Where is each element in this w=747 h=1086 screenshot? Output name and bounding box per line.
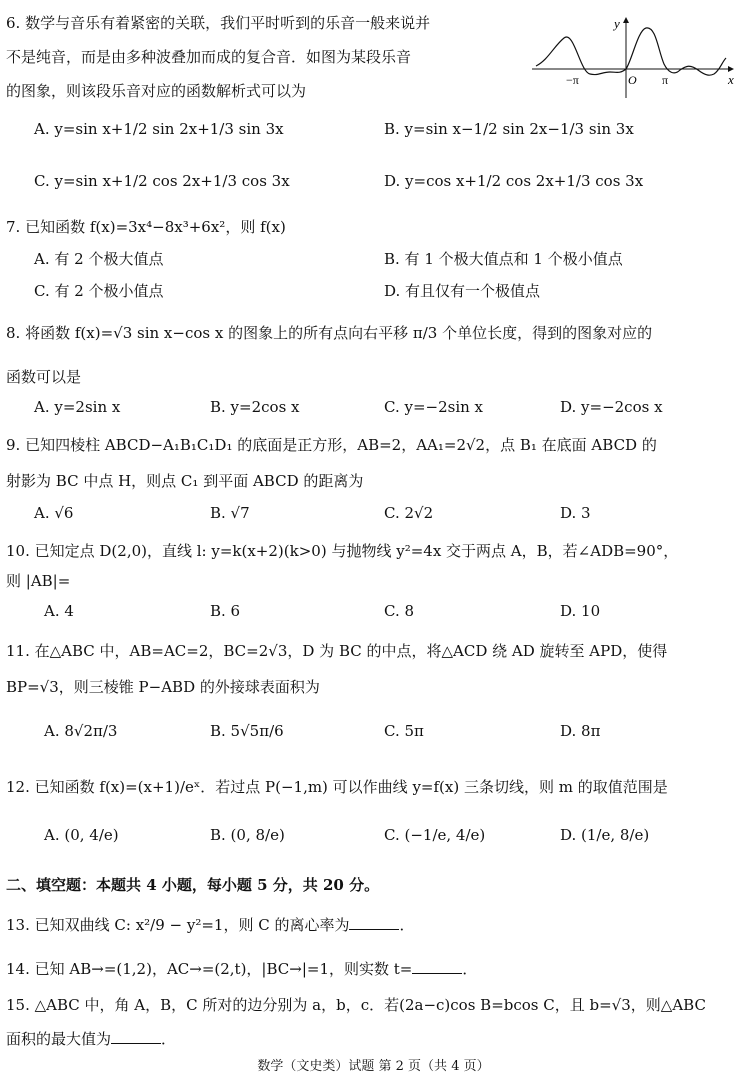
q14-text: 14. 已知 AB→=(1,2)，AC→=(2,t)，|BC→|=1，则实数 t=	[6, 960, 413, 978]
q6-option-d: D. y=cos x+1/2 cos 2x+1/3 cos 3x	[384, 172, 644, 190]
q12-stem: 12. 已知函数 f(x)=(x+1)/eˣ．若过点 P(−1,m) 可以作曲线 y=f(x) 三条切线，则 m 的取值范围是	[6, 778, 668, 796]
graph-x-label: x	[728, 72, 734, 87]
q6-option-b: B. y=sin x−1/2 sin 2x−1/3 sin 3x	[384, 120, 634, 138]
q8-option-d: D. y=−2cos x	[560, 398, 663, 416]
graph-y-label: y	[614, 16, 620, 31]
q15-line2	[6, 1028, 736, 1049]
q10-stem-line2: 则 |AB|=	[6, 572, 71, 590]
q12-option-a: A. (0, 4/e)	[44, 826, 119, 844]
q8-stem-line1: 8. 将函数 f(x)=√3 sin x−cos x 的图象上的所有点向右平移 π/3 个单位长度，得到的图象对应的	[6, 324, 653, 342]
q15-text: 面积的最大值为	[6, 1030, 112, 1048]
q9-option-b: B. √7	[210, 504, 250, 522]
q10-stem-line1: 10. 已知定点 D(2,0)，直线 l: y=k(x+2)(k>0) 与抛物线 y²=4x 交于两点 A，B，若∠ADB=90°，	[6, 542, 679, 560]
q13-end: ．	[399, 916, 415, 934]
graph-origin-label: O	[628, 73, 637, 87]
q7-option-a: A. 有 2 个极大值点	[34, 250, 164, 268]
q9-option-c: C. 2√2	[384, 504, 434, 522]
q7-option-c: C. 有 2 个极小值点	[34, 282, 164, 300]
page-footer: 数学（文史类）试题 第 2 页（共 4 页）	[257, 1059, 490, 1074]
q7-stem: 7. 已知函数 f(x)=3x⁴−8x³+6x²，则 f(x)	[6, 218, 286, 236]
q12-option-b: B. (0, 8/e)	[210, 826, 285, 844]
q11-option-d: D. 8π	[560, 722, 601, 740]
q10-option-d: D. 10	[560, 602, 601, 620]
q6-stem-line1: 6. 数学与音乐有着紧密的关联，我们平时听到的乐音一般来说并	[6, 14, 431, 32]
q13-text: 13. 已知双曲线 C: x²/9 − y²=1，则 C 的离心率为	[6, 916, 350, 934]
q13-line	[6, 914, 736, 935]
q8-option-b: B. y=2cos x	[210, 398, 300, 416]
q11-option-c: C. 5π	[384, 722, 424, 740]
q11-stem-line1: 11. 在△ABC 中，AB=AC=2，BC=2√3，D 为 BC 的中点，将△ACD 绕 AD 旋转至 APD，使得	[6, 642, 668, 660]
q11-option-a: A. 8√2π/3	[44, 722, 118, 740]
q14-answer-blank[interactable]	[412, 959, 462, 974]
q12-option-d: D. (1/e, 8/e)	[560, 826, 650, 844]
q14-end: ．	[462, 960, 478, 978]
q9-option-a: A. √6	[34, 504, 74, 522]
q11-stem-line2: BP=√3，则三棱锥 P−ABD 的外接球表面积为	[6, 678, 320, 696]
q7-option-d: D. 有且仅有一个极值点	[384, 282, 541, 300]
q6-option-c: C. y=sin x+1/2 cos 2x+1/3 cos 3x	[34, 172, 290, 190]
q6-sound-wave-graph	[528, 14, 738, 100]
graph-neg-pi-label: −π	[566, 73, 579, 87]
section-fill-in-heading: 二、填空题：本题共 4 小题，每小题 5 分，共 20 分。	[6, 876, 380, 894]
q15-stem-line1: 15. △ABC 中，角 A，B，C 所对的边分别为 a，b，c．若(2a−c)cos B=bcos C，且 b=√3，则△ABC	[6, 996, 706, 1014]
q7-option-b: B. 有 1 个极大值点和 1 个极小值点	[384, 250, 623, 268]
q8-option-c: C. y=−2sin x	[384, 398, 484, 416]
q14-line	[6, 958, 736, 979]
q11-option-b: B. 5√5π/6	[210, 722, 284, 740]
q9-stem-line2: 射影为 BC 中点 H，则点 C₁ 到平面 ABCD 的距离为	[6, 472, 364, 490]
q6-stem-line2: 不是纯音，而是由多种波叠加而成的复合音．如图为某段乐音	[6, 48, 412, 66]
q6-stem-line3: 的图象，则该段乐音对应的函数解析式可以为	[6, 82, 307, 100]
q12-option-c: C. (−1/e, 4/e)	[384, 826, 486, 844]
q10-option-c: C. 8	[384, 602, 415, 620]
q13-answer-blank[interactable]	[349, 915, 399, 930]
q10-option-b: B. 6	[210, 602, 241, 620]
q9-option-d: D. 3	[560, 504, 591, 522]
q9-stem-line1: 9. 已知四棱柱 ABCD−A₁B₁C₁D₁ 的底面是正方形，AB=2，AA₁=2√2，点 B₁ 在底面 ABCD 的	[6, 436, 657, 454]
q10-option-a: A. 4	[44, 602, 74, 620]
q8-stem-line2: 函数可以是	[6, 368, 82, 386]
q6-option-a: A. y=sin x+1/2 sin 2x+1/3 sin 3x	[34, 120, 284, 138]
graph-pi-label: π	[662, 73, 669, 87]
q8-option-a: A. y=2sin x	[34, 398, 121, 416]
q15-end: ．	[161, 1030, 177, 1048]
q15-answer-blank[interactable]	[111, 1029, 161, 1044]
